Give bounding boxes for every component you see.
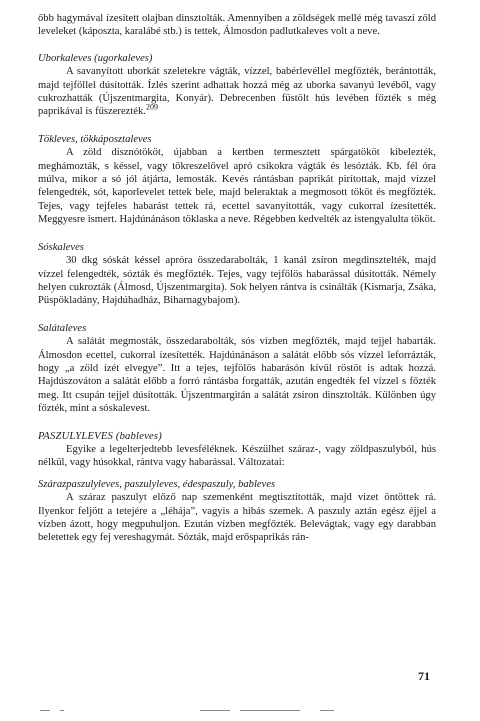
section-body-salataleves: A salátát megmosták, összedarabolták, sós vízben megfőzték, majd tejjel habarták. Álmosdon ecettel, cukorral ízesítették. Hajdúnánáson a salátát előbb sós vízzel leforrázták, hogy „a zöld ízét elvegye”. Itt a tejes, tejfölös habarásón kívül röstöt is adtak hozzá. Hajdúszováton a salátát előbb a forró rántásba forgatták, azután engedték fel vízzel s főzték meg. Itt csupán tejjel dúsították. Újszentmargitán a salátát zsíron dinsztolták. Különben úgy főzték, mint a sóskalevest. bbox=[38, 336, 436, 415]
section-heading-soskaleves: Sóskaleves bbox=[38, 241, 84, 253]
section-body-soskaleves: 30 dkg sóskát késsel apróra összedarabolták, 1 kanál zsíron megdinsztelték, majd vízzel felengedték, sózták és megfőzték. Tejes, vagy tejfölös habarással dúsították. Némely helyen cukrozták (Álmosd, Újszentmargita). Sok helyen rántva is csinálták (Kismarja, Zsáka, Püspökladány, Hajdúhadház, Biharnagybajom). bbox=[38, 255, 436, 307]
footnote-marker: 209 bbox=[145, 102, 158, 112]
section-heading-salataleves: Salátaleves bbox=[38, 322, 87, 334]
subsection-heading-szarazpaszuly: Szárazpaszulyleves, paszulyleves, édespaszuly, bableves bbox=[38, 478, 276, 490]
section-heading-paszulyleves: PASZULYLEVES (bableves) bbox=[38, 430, 162, 442]
page-content bbox=[38, 12, 436, 545]
intro-paragraph: őbb hagymával ízesített olajban dinsztolták. Amennyiben a zöldségek mellé még tavaszi zöld leveleket (káposzta, karalábé stb.) is tettek, Álmosdon padlutkaleves volt a neve. bbox=[38, 13, 436, 38]
section-body-uborkaleves bbox=[38, 65, 436, 119]
section-body-paszulyleves: Egyike a legelterjedtebb levesféléknek. Készülhet száraz-, vagy zöldpaszulyból, hús nélkül, vagy húsokkal, rántva vagy habarással. Változatai: bbox=[38, 443, 436, 469]
section-body-tokleves: A zöld disznótököt, újabban a kertben termesztett spárgatököt kibelezték, meghámozták, s késsel, vagy tökreszelővel apró csíkokra vágták és lesózták. Kb. fél óra múlva, mikor a só jól átjárta, lemosták. Kevés rántásban paprikát pirítottak, majd vízzel felengedték, sót, kaporlevelet tettek bele, majd beleraktak a megmosott tököt és megfőzték. Tejes, vagy tejfeles habarást tettek rá, ecettel savanyították, vagy cukorral ízesítették. Meggyesre ismert. Hajdúnánáson töklaska a neve. Régebben kedvelték az istengyalulta tököt. bbox=[38, 147, 436, 226]
section-heading-tokleves: Tökleves, tökkáposztaleves bbox=[38, 133, 152, 145]
uborkaleves-text: A savanyított uborkát szeletekre vágták, vízzel, babérlevéllel megfőzték, berántották, majd tejföllel dúsították. Ízlés szerint adhattak hozzá még az uborka savanyú levéből, vagy cukrozhatták (Újszentmargita, Konyár). Debrecenben füstölt hús levében főzték s még paprikával is fűszerezték. bbox=[38, 66, 436, 118]
page-number: 71 bbox=[418, 669, 430, 683]
scan-edge-marks bbox=[0, 708, 480, 714]
section-heading-uborkaleves: Uborkaleves (ugorkaleves) bbox=[38, 52, 153, 64]
subsection-body-szarazpaszuly: A száraz paszulyt előző nap szemenként megtisztították, majd vizet öntöttek rá. Ilyenkor feljött a tetejére a „léhája”, vagyis a hibás szemek. A paszuly aztán egész éjjel a vízben ázott, hogy megpuhuljon. Ezután vízben megfőzték. Belevágtak, vagy egy darabban beletettek egy fej vereshagymát. Sózták, majd erőspaprikás rán- bbox=[38, 492, 436, 544]
